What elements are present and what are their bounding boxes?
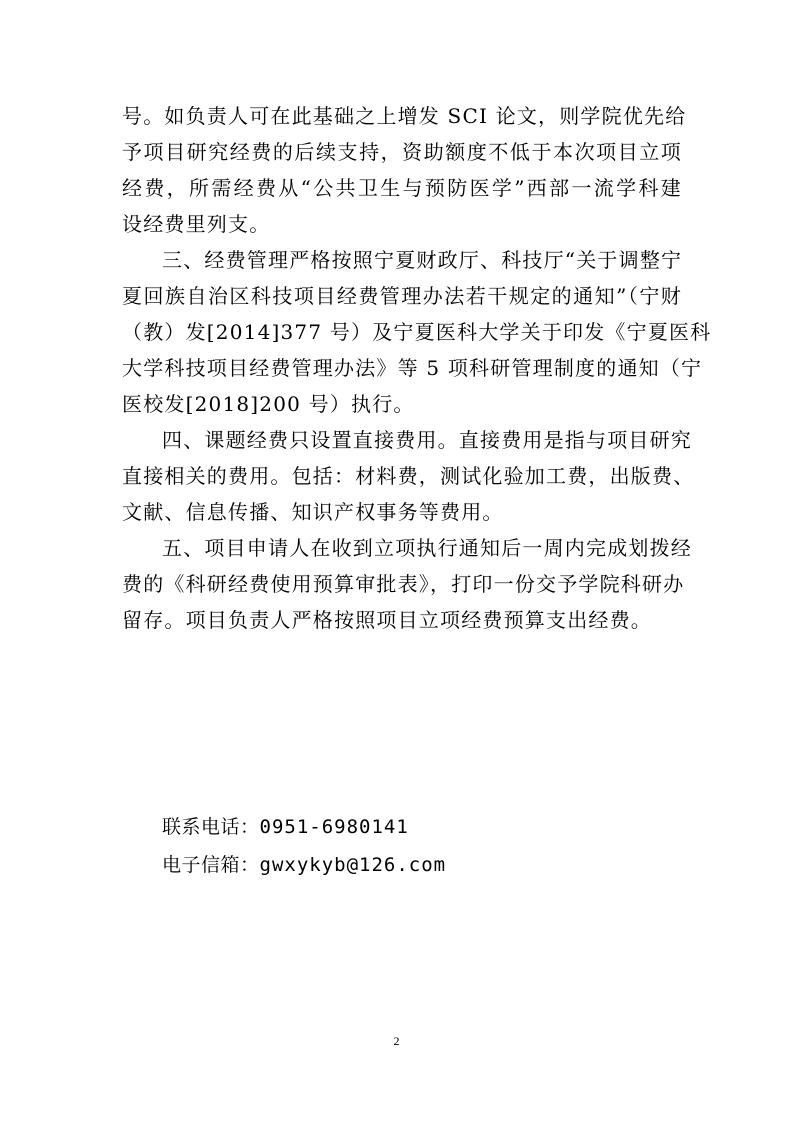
paragraph-line: 三、经费管理严格按照宁夏财政厅、科技厅“关于调整宁 xyxy=(162,248,683,272)
paragraph-line: 留存。项目负责人严格按照项目立项经费预算支出经费。 xyxy=(122,608,652,632)
paragraph-line: 费的《科研经费使用预算审批表》，打印一份交予学院科研办 xyxy=(122,572,685,596)
paragraph-line: 文献、信息传播、知识产权事务等费用。 xyxy=(122,500,504,524)
phone-value: 0951-6980141 xyxy=(259,816,409,838)
email-value: gwxykyb@126.com xyxy=(259,854,447,876)
contact-phone xyxy=(162,808,662,846)
paragraph-budget-approval xyxy=(122,530,692,638)
paragraph-line: 医校发[2018]200 号）执行。 xyxy=(122,392,415,416)
paragraph-line: 大学科技项目经费管理办法》等 5 项科研管理制度的通知（宁 xyxy=(122,356,703,380)
phone-label: 联系电话： xyxy=(162,816,260,838)
paragraph-funding-support xyxy=(122,98,687,242)
paragraph-line: 夏回族自治区科技项目经费管理办法若干规定的通知”（宁财 xyxy=(122,284,682,308)
paragraph-line: 经费，所需经费从“公共卫生与预防医学”西部一流学科建 xyxy=(122,176,682,200)
paragraph-line: 设经费里列支。 xyxy=(122,212,271,236)
paragraph-direct-costs xyxy=(122,422,695,530)
page-number: 2 xyxy=(393,1034,400,1048)
paragraph-line: 予项目研究经费的后续支持，资助额度不低于本次项目立项 xyxy=(122,140,682,164)
paragraph-line: 四、课题经费只设置直接费用。直接费用是指与项目研究 xyxy=(162,428,692,452)
paragraph-line: 直接相关的费用。包括：材料费，测试化验加工费，出版费、 xyxy=(122,464,695,488)
contact-info xyxy=(162,808,662,884)
paragraph-funding-management xyxy=(122,242,712,422)
email-label: 电子信箱： xyxy=(162,854,260,876)
paragraph-line: 号。如负责人可在此基础之上增发 SCI 论文，则学院优先给 xyxy=(122,104,687,128)
body-text xyxy=(122,98,712,638)
paragraph-line: （教）发[2014]377 号）及宁夏医科大学关于印发《宁夏医科 xyxy=(122,320,712,344)
contact-email xyxy=(162,846,662,884)
paragraph-line: 五、项目申请人在收到立项执行通知后一周内完成划拨经 xyxy=(162,536,692,560)
